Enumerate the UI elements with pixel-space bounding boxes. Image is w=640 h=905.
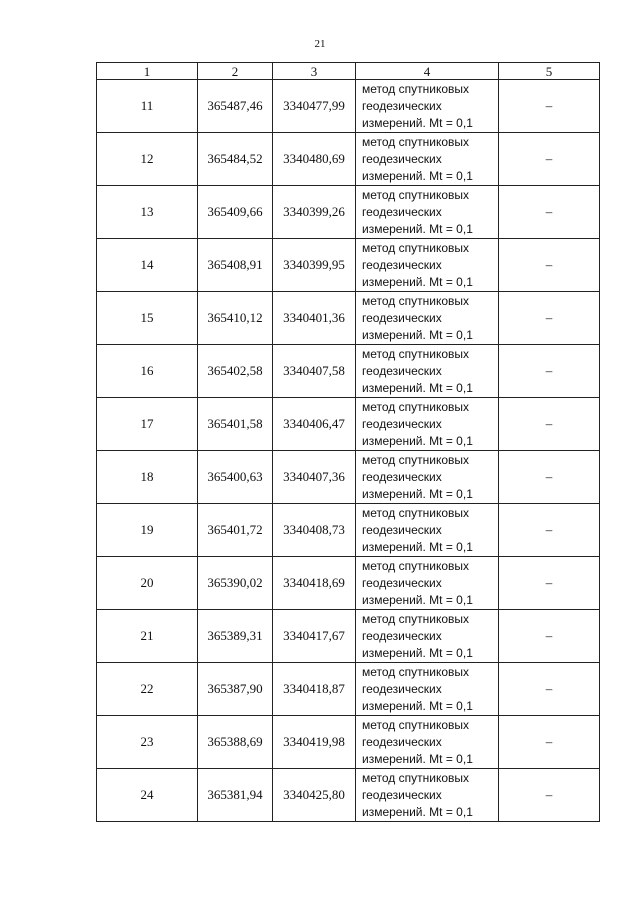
note-cell: – (499, 345, 600, 398)
method-cell (356, 345, 499, 398)
method-line: измерений. Mt = 0,1 (362, 804, 473, 819)
point-number-cell: 23 (97, 716, 198, 769)
method-line: геодезических (362, 787, 442, 802)
x-coordinate-cell: 365408,91 (198, 239, 273, 292)
table-row (97, 292, 600, 345)
point-number-cell: 19 (97, 504, 198, 557)
method-cell (356, 80, 499, 133)
method-line: метод спутниковых (362, 611, 470, 626)
x-coordinate-cell: 365410,12 (198, 292, 273, 345)
y-coordinate-cell: 3340419,98 (273, 716, 356, 769)
method-line: метод спутниковых (362, 187, 470, 202)
table-row (97, 451, 600, 504)
method-line: измерений. Mt = 0,1 (362, 168, 473, 183)
method-line: геодезических (362, 257, 442, 272)
point-number-cell: 15 (97, 292, 198, 345)
point-number-cell: 22 (97, 663, 198, 716)
y-coordinate-cell: 3340477,99 (273, 80, 356, 133)
method-cell (356, 292, 499, 345)
method-line: метод спутниковых (362, 664, 470, 679)
point-number-cell: 12 (97, 133, 198, 186)
method-line: измерений. Mt = 0,1 (362, 115, 473, 130)
method-line: метод спутниковых (362, 452, 470, 467)
x-coordinate-cell: 365387,90 (198, 663, 273, 716)
method-line: геодезических (362, 310, 442, 325)
method-line: метод спутниковых (362, 717, 470, 732)
table-row (97, 398, 600, 451)
x-coordinate-cell: 365484,52 (198, 133, 273, 186)
y-coordinate-cell: 3340418,69 (273, 557, 356, 610)
x-coordinate-cell: 365409,66 (198, 186, 273, 239)
table-body (97, 80, 600, 822)
method-line: геодезических (362, 416, 442, 431)
x-coordinate-cell: 365401,58 (198, 398, 273, 451)
column-header: 5 (499, 63, 600, 80)
method-line: геодезических (362, 734, 442, 749)
note-cell: – (499, 451, 600, 504)
method-line: геодезических (362, 681, 442, 696)
point-number-cell: 24 (97, 769, 198, 822)
note-cell: – (499, 292, 600, 345)
column-header: 1 (97, 63, 198, 80)
table-row (97, 133, 600, 186)
y-coordinate-cell: 3340480,69 (273, 133, 356, 186)
method-line: геодезических (362, 469, 442, 484)
note-cell: – (499, 663, 600, 716)
method-line: геодезических (362, 363, 442, 378)
method-cell (356, 451, 499, 504)
x-coordinate-cell: 365390,02 (198, 557, 273, 610)
method-cell (356, 398, 499, 451)
method-line: геодезических (362, 151, 442, 166)
page-number: 21 (314, 38, 326, 50)
method-line: измерений. Mt = 0,1 (362, 327, 473, 342)
method-line: метод спутниковых (362, 134, 470, 149)
point-number-cell: 11 (97, 80, 198, 133)
method-line: геодезических (362, 575, 442, 590)
method-line: измерений. Mt = 0,1 (362, 274, 473, 289)
point-number-cell: 13 (97, 186, 198, 239)
table-row (97, 716, 600, 769)
x-coordinate-cell: 365487,46 (198, 80, 273, 133)
y-coordinate-cell: 3340417,67 (273, 610, 356, 663)
note-cell: – (499, 504, 600, 557)
point-number-cell: 21 (97, 610, 198, 663)
point-number-cell: 18 (97, 451, 198, 504)
method-line: геодезических (362, 628, 442, 643)
point-number-cell: 20 (97, 557, 198, 610)
note-cell: – (499, 398, 600, 451)
y-coordinate-cell: 3340407,36 (273, 451, 356, 504)
method-line: геодезических (362, 522, 442, 537)
column-header: 2 (198, 63, 273, 80)
y-coordinate-cell: 3340418,87 (273, 663, 356, 716)
point-number-cell: 14 (97, 239, 198, 292)
method-cell (356, 610, 499, 663)
method-cell (356, 769, 499, 822)
note-cell: – (499, 186, 600, 239)
table-row (97, 769, 600, 822)
note-cell: – (499, 610, 600, 663)
method-line: измерений. Mt = 0,1 (362, 592, 473, 607)
note-cell: – (499, 769, 600, 822)
table-header-row (97, 63, 600, 80)
y-coordinate-cell: 3340399,26 (273, 186, 356, 239)
method-line: измерений. Mt = 0,1 (362, 751, 473, 766)
y-coordinate-cell: 3340406,47 (273, 398, 356, 451)
method-line: измерений. Mt = 0,1 (362, 539, 473, 554)
y-coordinate-cell: 3340399,95 (273, 239, 356, 292)
method-line: геодезических (362, 98, 442, 113)
method-line: метод спутниковых (362, 399, 470, 414)
column-header: 4 (356, 63, 499, 80)
method-line: метод спутниковых (362, 293, 470, 308)
table-row (97, 663, 600, 716)
coordinates-table (96, 62, 600, 822)
table-row (97, 80, 600, 133)
method-cell (356, 504, 499, 557)
x-coordinate-cell: 365389,31 (198, 610, 273, 663)
method-cell (356, 557, 499, 610)
method-line: измерений. Mt = 0,1 (362, 380, 473, 395)
method-line: измерений. Mt = 0,1 (362, 698, 473, 713)
x-coordinate-cell: 365401,72 (198, 504, 273, 557)
note-cell: – (499, 133, 600, 186)
method-line: измерений. Mt = 0,1 (362, 645, 473, 660)
x-coordinate-cell: 365400,63 (198, 451, 273, 504)
table-row (97, 504, 600, 557)
note-cell: – (499, 557, 600, 610)
method-line: метод спутниковых (362, 240, 470, 255)
method-cell (356, 239, 499, 292)
method-cell (356, 186, 499, 239)
point-number-cell: 17 (97, 398, 198, 451)
method-line: метод спутниковых (362, 346, 470, 361)
table-row (97, 557, 600, 610)
method-cell (356, 663, 499, 716)
y-coordinate-cell: 3340407,58 (273, 345, 356, 398)
method-cell (356, 133, 499, 186)
method-line: измерений. Mt = 0,1 (362, 433, 473, 448)
method-line: метод спутниковых (362, 770, 470, 785)
method-line: метод спутниковых (362, 505, 470, 520)
method-line: измерений. Mt = 0,1 (362, 221, 473, 236)
table-row (97, 186, 600, 239)
method-line: измерений. Mt = 0,1 (362, 486, 473, 501)
table-row (97, 345, 600, 398)
column-header: 3 (273, 63, 356, 80)
method-cell (356, 716, 499, 769)
y-coordinate-cell: 3340401,36 (273, 292, 356, 345)
y-coordinate-cell: 3340408,73 (273, 504, 356, 557)
y-coordinate-cell: 3340425,80 (273, 769, 356, 822)
note-cell: – (499, 716, 600, 769)
method-line: метод спутниковых (362, 81, 470, 96)
method-line: метод спутниковых (362, 558, 470, 573)
x-coordinate-cell: 365381,94 (198, 769, 273, 822)
method-line: геодезических (362, 204, 442, 219)
point-number-cell: 16 (97, 345, 198, 398)
note-cell: – (499, 239, 600, 292)
x-coordinate-cell: 365388,69 (198, 716, 273, 769)
table-row (97, 610, 600, 663)
note-cell: – (499, 80, 600, 133)
table-row (97, 239, 600, 292)
x-coordinate-cell: 365402,58 (198, 345, 273, 398)
